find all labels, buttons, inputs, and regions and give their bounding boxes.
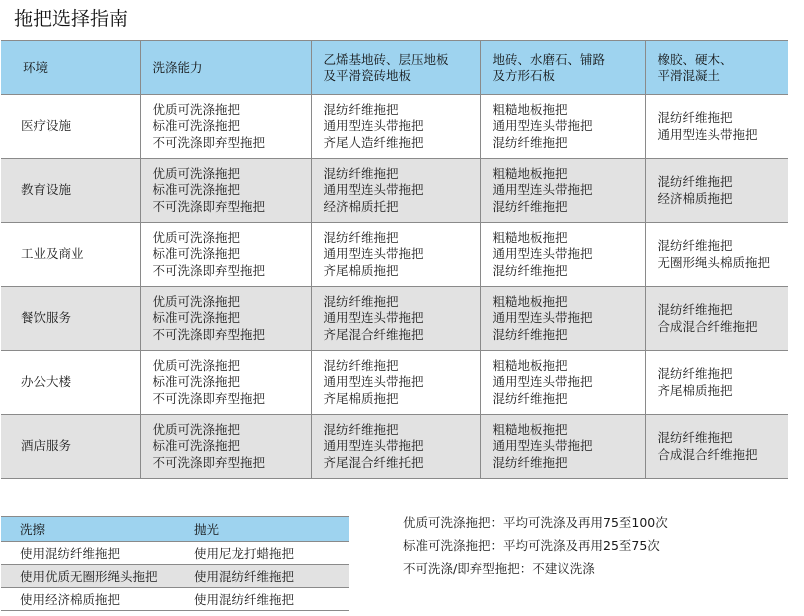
header-tile-floor: 地砖、水磨石、铺路 及方形石板 bbox=[480, 41, 645, 95]
tile-cell: 粗糙地板拖把 通用型连头带拖把 混纺纤维拖把 bbox=[480, 351, 645, 415]
vinyl-cell: 混纺纤维拖把 通用型连头带拖把 齐尾棉质拖把 bbox=[311, 351, 480, 415]
tile-cell: 粗糙地板拖把 通用型连头带拖把 混纺纤维拖把 bbox=[480, 159, 645, 223]
tile-cell: 粗糙地板拖把 通用型连头带拖把 混纺纤维拖把 bbox=[480, 223, 645, 287]
tile-cell: 粗糙地板拖把 通用型连头带拖把 混纺纤维拖把 bbox=[480, 95, 645, 159]
polish-cell: 使用混纺纤维拖把 bbox=[175, 565, 349, 588]
table-row bbox=[1, 415, 788, 479]
vinyl-cell: 混纺纤维拖把 通用型连头带拖把 齐尾人造纤维拖把 bbox=[311, 95, 480, 159]
header-rubber-floor: 橡胶、硬木、 平滑混凝土 bbox=[645, 41, 788, 95]
table-row bbox=[1, 95, 788, 159]
polish-cell: 使用尼龙打蜡拖把 bbox=[175, 542, 349, 565]
table-row bbox=[1, 287, 788, 351]
vinyl-cell: 混纺纤维拖把 通用型连头带拖把 齐尾混合纤维托把 bbox=[311, 415, 480, 479]
header-wash-capability: 洗涤能力 bbox=[140, 41, 311, 95]
environment-cell: 餐饮服务 bbox=[1, 287, 140, 351]
environment-cell: 医疗设施 bbox=[1, 95, 140, 159]
table-row bbox=[1, 223, 788, 287]
notes bbox=[403, 511, 668, 580]
vinyl-cell: 混纺纤维拖把 通用型连头带拖把 齐尾棉质拖把 bbox=[311, 223, 480, 287]
scrub-cell: 使用混纺纤维拖把 bbox=[1, 542, 175, 565]
mop-guide-table bbox=[1, 40, 788, 479]
wash-cell: 优质可洗涤拖把 标准可洗涤拖把 不可洗涤即弃型拖把 bbox=[140, 159, 311, 223]
wash-cell: 优质可洗涤拖把 标准可洗涤拖把 不可洗涤即弃型拖把 bbox=[140, 415, 311, 479]
table-row bbox=[1, 351, 788, 415]
header-environment: 环境 bbox=[1, 41, 140, 95]
environment-cell: 教育设施 bbox=[1, 159, 140, 223]
environment-cell: 工业及商业 bbox=[1, 223, 140, 287]
environment-cell: 酒店服务 bbox=[1, 415, 140, 479]
table-row bbox=[1, 159, 788, 223]
scrub-polish-table bbox=[1, 516, 349, 611]
wash-cell: 优质可洗涤拖把 标准可洗涤拖把 不可洗涤即弃型拖把 bbox=[140, 95, 311, 159]
scrub-cell: 使用经济棉质拖把 bbox=[1, 588, 175, 611]
wash-cell: 优质可洗涤拖把 标准可洗涤拖把 不可洗涤即弃型拖把 bbox=[140, 351, 311, 415]
vinyl-cell: 混纺纤维拖把 通用型连头带拖把 经济棉质托把 bbox=[311, 159, 480, 223]
tile-cell: 粗糙地板拖把 通用型连头带拖把 混纺纤维拖把 bbox=[480, 287, 645, 351]
tile-cell: 粗糙地板拖把 通用型连头带拖把 混纺纤维拖把 bbox=[480, 415, 645, 479]
rubber-cell: 混纺纤维拖把 经济棉质拖把 bbox=[645, 159, 788, 223]
header-scrub: 洗擦 bbox=[1, 517, 175, 542]
rubber-cell: 混纺纤维拖把 齐尾棉质拖把 bbox=[645, 351, 788, 415]
vinyl-cell: 混纺纤维拖把 通用型连头带拖把 齐尾混合纤维拖把 bbox=[311, 287, 480, 351]
wash-cell: 优质可洗涤拖把 标准可洗涤拖把 不可洗涤即弃型拖把 bbox=[140, 223, 311, 287]
sub-table-header-row bbox=[1, 517, 349, 542]
rubber-cell: 混纺纤维拖把 合成混合纤维拖把 bbox=[645, 415, 788, 479]
polish-cell: 使用混纺纤维拖把 bbox=[175, 588, 349, 611]
scrub-cell: 使用优质无圈形绳头拖把 bbox=[1, 565, 175, 588]
header-vinyl-floor: 乙烯基地砖、层压地板 及平滑瓷砖地板 bbox=[311, 41, 480, 95]
table-row bbox=[1, 542, 349, 565]
rubber-cell: 混纺纤维拖把 合成混合纤维拖把 bbox=[645, 287, 788, 351]
environment-cell: 办公大楼 bbox=[1, 351, 140, 415]
note-line: 不可洗涤/即弃型拖把：不建议洗涤 bbox=[403, 561, 595, 576]
table-row bbox=[1, 588, 349, 611]
rubber-cell: 混纺纤维拖把 通用型连头带拖把 bbox=[645, 95, 788, 159]
note-line: 优质可洗涤拖把：平均可洗涤及再用75至100次 bbox=[403, 515, 668, 530]
page-title: 拖把选择指南 bbox=[14, 8, 129, 30]
note-line: 标准可洗涤拖把：平均可洗涤及再用25至75次 bbox=[403, 538, 660, 553]
wash-cell: 优质可洗涤拖把 标准可洗涤拖把 不可洗涤即弃型拖把 bbox=[140, 287, 311, 351]
header-polish: 抛光 bbox=[175, 517, 349, 542]
table-row bbox=[1, 565, 349, 588]
table-header-row bbox=[1, 41, 788, 95]
rubber-cell: 混纺纤维拖把 无圈形绳头棉质拖把 bbox=[645, 223, 788, 287]
